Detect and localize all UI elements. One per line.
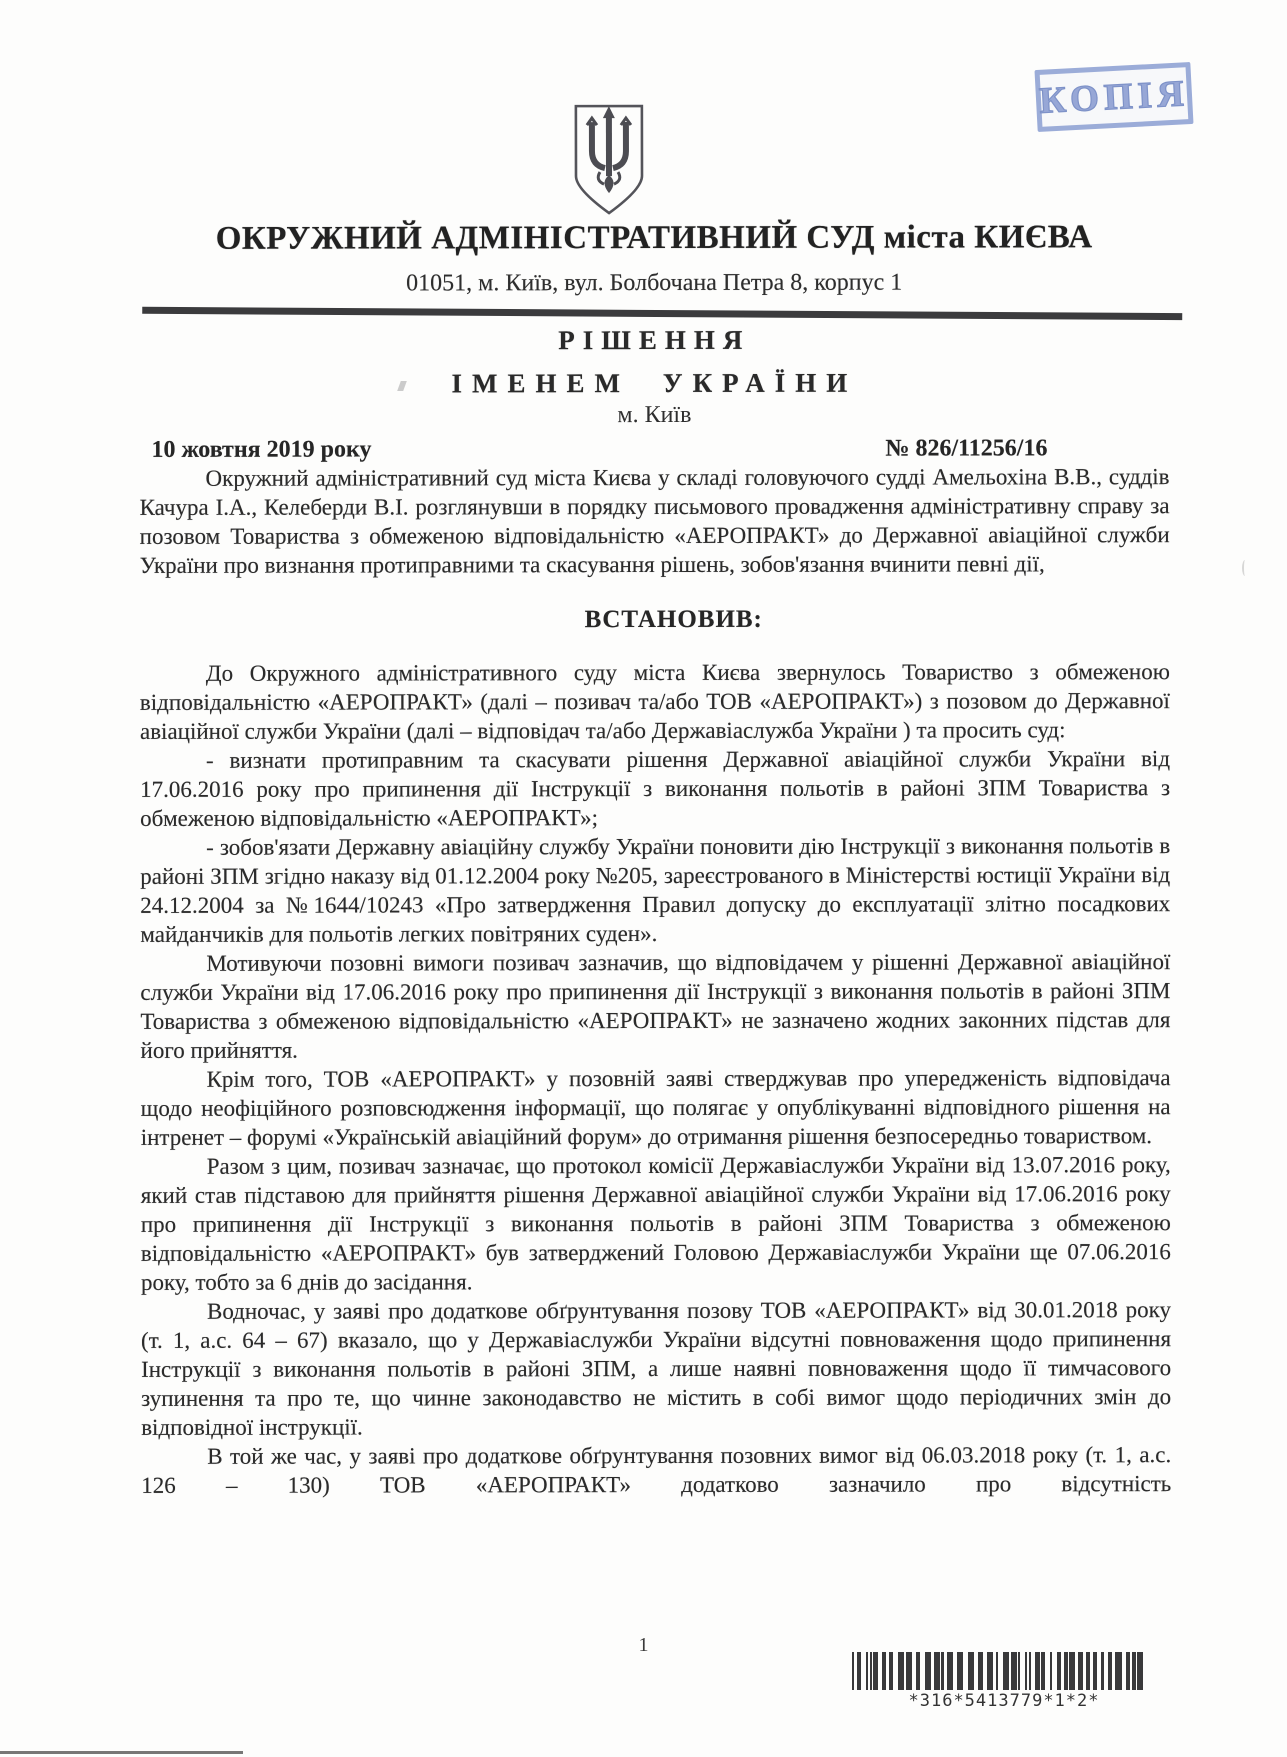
paragraph: До Окружного адміністративного суду міста Києва звернулось Товариство з обмеженою відповідальністю «АЕРОПРАКТ» (далі – позивач та/або ТОВ «АЕРОПРАКТ») з позовом до Державної авіаційної служби України (далі – відповідач та/або Державіаслужба України ) та просить суд: xyxy=(139,659,1170,744)
copy-stamp-label: КОПІЯ xyxy=(1038,72,1190,122)
in-name-of-ukraine: ІМЕНЕМ УКРАЇНИ xyxy=(451,367,858,399)
intro-paragraph: Окружний адміністративний суд міста Києва у складі головуючого судді Амельохіна В.В., суддів Качура І.А., Келеберди В.І. розглянувши в порядку письмового провадження адміністративну справу за позовом Товариства з обмеженою відповідальністю «АЕРОПРАКТ» до Державної авіаційної служби України про визнання протиправними та скасування рішень, зобов'язання вчинити певні дії, xyxy=(139,464,1170,578)
document-type-title: РІШЕННЯ xyxy=(558,324,751,356)
scan-speck xyxy=(1242,560,1248,576)
body-paragraphs xyxy=(140,657,1171,1500)
paragraph: Водночас, у заяві про додаткове обґрунтування позову ТОВ «АЕРОПРАКТ» від 30.01.2018 року (т. 1, а.с. 64 – 67) вказало, що у Державіаслужби України відсутні повноваження щодо припинення Інструкції з виконання польотів в районі ЗПМ, а лише наявні повноваження щодо її тимчасового зупинення та про те, що чинне законодавство не містить в собі вимог щодо періодичних змін до відповідної інструкції. xyxy=(141,1297,1172,1440)
decision-date: 10 жовтня 2019 року xyxy=(151,436,372,463)
header-divider xyxy=(142,307,1182,320)
established-heading: ВСТАНОВИВ: xyxy=(584,605,763,634)
barcode-bars xyxy=(852,1652,1156,1690)
document-body xyxy=(140,462,1172,1500)
ukraine-trident-icon xyxy=(570,103,648,216)
paragraph: - зобов'язати Державну авіаційну службу України поновити дію Інструкції з виконання польотів в районі ЗПМ згідно наказу від 01.12.2004 року №205, зареєстрованого в Міністерстві юстиції України від 24.12.2004 за №1644/10243 «Про затвердження Правил допуску до експлуатації злітно посадкових майданчиків для польотів легких повітряних суден». xyxy=(140,833,1171,947)
city-line: м. Київ xyxy=(617,401,692,429)
paragraph: Мотивуючи позовні вимоги позивач зазначив, що відповідачем у рішенні Державної авіаційної служби України від 17.06.2016 року про припинення дії Інструкції з виконання польотів в районі ЗПМ Товариства з обмеженою відповідальністю «АЕРОПРАКТ» не зазначено жодних законних підстав для його прийняття. xyxy=(140,949,1171,1063)
paragraph: В той же час, у заяві про додаткове обґрунтування позовних вимог від 06.03.2018 року (т. 1, а.с. 126 – 130) ТОВ «АЕРОПРАКТ» додатково зазначило про відсутність xyxy=(141,1442,1172,1498)
court-name: ОКРУЖНИЙ АДМІНІСТРАТИВНИЙ СУД міста КИЄВА xyxy=(215,219,1093,257)
page-number: 1 xyxy=(638,1634,649,1656)
date-case-row xyxy=(139,435,1169,464)
case-number: № 826/11256/16 xyxy=(885,435,1048,462)
barcode-caption: *316*5413779*1*2* xyxy=(908,1691,1100,1711)
barcode xyxy=(852,1652,1156,1711)
emblem-block xyxy=(139,102,1169,217)
court-address: 01051, м. Київ, вул. Болбочана Петра 8, корпус 1 xyxy=(406,269,903,297)
paragraph: Крім того, ТОВ «АЕРОПРАКТ» у позовній заяві стверджував про упередженість відповідача щодо неофіційного розповсюдження інформації, що полягає у опублікуванні відповідного рішення на інтренет – форумі «Українській авіаційний форум» до отримання рішення безпосередньо товариством. xyxy=(140,1065,1171,1150)
paragraph: Разом з цим, позивач зазначає, що протокол комісії Державіаслужби України від 13.07.2016 року, який став підставою для прийняття рішення Державної авіаційної служби України від 17.06.2016 року про припинення дії Інструкції з виконання польотів в районі ЗПМ Товариства з обмеженою відповідальністю «АЕРОПРАКТ» був затверджений Головою Державіаслужби України ще 07.06.2016 року, тобто за 6 днів до засідання. xyxy=(140,1152,1171,1295)
paragraph: - визнати протиправним та скасувати рішення Державної авіаційної служби України від 17.06.2016 року про припинення дії Інструкції з виконання польотів в районі ЗПМ Товариства з обмеженою відповідальністю «АЕРОПРАКТ»; xyxy=(140,746,1171,831)
scan-edge-artifact xyxy=(0,1751,243,1754)
document-content xyxy=(139,0,1172,1500)
